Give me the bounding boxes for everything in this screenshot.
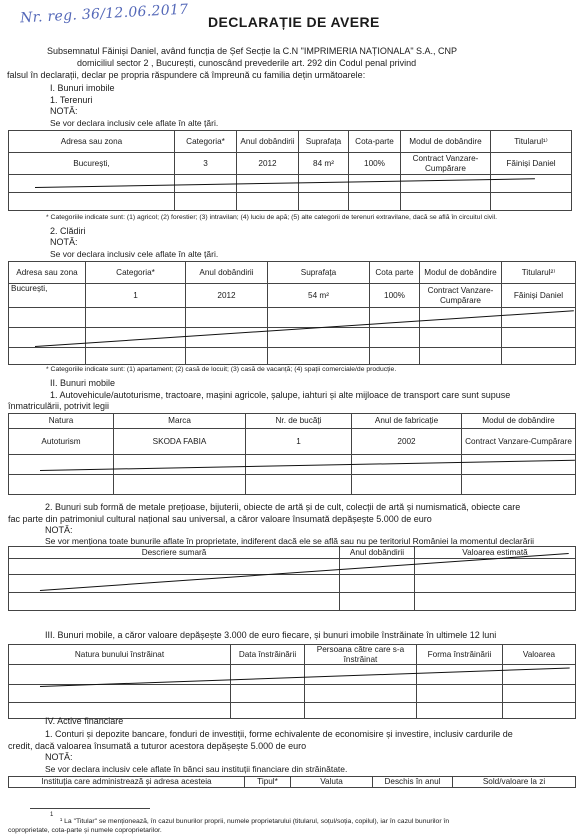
table-row: [9, 575, 576, 593]
header-cell: Instituția care administrează și adresa acesteia: [9, 777, 245, 788]
header-cell: Modul de dobândire: [401, 131, 491, 153]
header-cell: Anul dobândirii: [186, 262, 268, 284]
header-cell: Tipul*: [245, 777, 291, 788]
cell-acquisition: Contract Vanzare-Cumpărare: [462, 429, 576, 455]
metale-pretioase-table: [8, 546, 576, 611]
cell-category: 3: [175, 153, 237, 175]
header-cell: Modul de dobândire: [462, 414, 576, 429]
table-header-row: [9, 131, 572, 153]
cell-area: 54 m²: [268, 284, 370, 308]
intro-line-2: domiciliul sector 2 , București, cunoscând prevederile art. 292 din Codul penal privind: [77, 58, 417, 68]
nota-text: Se vor declara inclusiv cele aflate în alte țări.: [50, 118, 219, 128]
table-row: [9, 308, 576, 328]
table-header-row: [9, 262, 576, 284]
autovehicule-text-1: 1. Autovehicule/autoturisme, tractoare, mașini agricole, șalupe, iahturi și alte mijloace de transport care sunt supuse: [50, 390, 511, 400]
conturi-text-2: credit, dacă valoarea însumată a tuturor acestora depășește 5.000 de euro: [8, 741, 307, 751]
nota-text: Se vor declara inclusiv cele aflate în alte țări.: [50, 249, 219, 259]
table-header-row: [9, 547, 576, 559]
table-row: [9, 153, 572, 175]
table-row: [9, 193, 572, 211]
nota-label: NOTĂ:: [45, 525, 73, 535]
terenuri-table: [8, 130, 572, 211]
header-cell: Nr. de bucăți: [246, 414, 352, 429]
header-cell: Categoria*: [175, 131, 237, 153]
section-heading-bunuri-instrainate: III. Bunuri mobile, a căror valoare depășește 3.000 de euro fiecare, și bunuri imobile înstrăinate în ultimele 12 luni: [45, 630, 497, 640]
section-heading-bunuri-imobile: I. Bunuri imobile: [50, 83, 115, 93]
header-cell: Suprafața: [268, 262, 370, 284]
cell-marca: SKODA FABIA: [114, 429, 246, 455]
subsection-terenuri: 1. Terenuri: [50, 95, 93, 105]
document-title: DECLARAȚIE DE AVERE: [208, 14, 380, 30]
cell-area: 84 m²: [299, 153, 349, 175]
header-cell: Valoarea estimată: [415, 547, 576, 559]
autovehicule-table: [8, 413, 576, 495]
table-header-row: [9, 414, 576, 429]
cell-an-fabricatie: 2002: [352, 429, 462, 455]
bunuri-instrainate-table: [8, 644, 576, 719]
header-cell: Adresa sau zona: [9, 131, 175, 153]
header-cell: Suprafața: [299, 131, 349, 153]
section-heading-active-financiare: IV. Active financiare: [45, 716, 124, 726]
table-row: [9, 475, 576, 495]
header-cell: Forma înstrăinării: [417, 645, 503, 665]
table-row: [9, 284, 576, 308]
table-row: [9, 429, 576, 455]
cell-category: 1: [86, 284, 186, 308]
table-row: [9, 665, 576, 685]
conturi-table: [8, 776, 576, 788]
footnote-categorii-cladiri: * Categoriile indicate sunt: (1) apartament; (2) casă de locuit; (3) casă de vacanță; (4) spații comerciale/de producție.: [46, 366, 397, 373]
table-row: [9, 593, 576, 611]
cell-owner: Făiniși Daniel: [491, 153, 572, 175]
cell-share: 100%: [349, 153, 401, 175]
header-cell: Titularul²⁾: [502, 262, 576, 284]
header-cell: Anul de fabricație: [352, 414, 462, 429]
section-heading-bunuri-mobile: II. Bunuri mobile: [50, 378, 116, 388]
nota-label: NOTĂ:: [45, 752, 73, 762]
header-cell: Valuta: [291, 777, 373, 788]
cell-share: 100%: [370, 284, 420, 308]
cell-acquisition: Contract Vanzare-Cumpărare: [420, 284, 502, 308]
footnote-titular-line-2: coproprietate, cota-parte și numele coproprietarilor.: [8, 827, 162, 834]
footnote-titular-line-1: ¹ La "Titular" se menționează, în cazul bunurilor proprii, numele proprietarului (titularul, soțul/soția, copilul), iar în cazul bunurilor în: [60, 818, 450, 825]
nota-label: NOTĂ:: [50, 106, 78, 116]
cell-address: București,: [9, 153, 175, 175]
header-cell: Descriere sumară: [9, 547, 340, 559]
cell-acquisition: Contract Vanzare-Cumpărare: [401, 153, 491, 175]
nota-text: Se vor menționa toate bunurile aflate în proprietate, indiferent dacă ele se află sau nu pe teritoriul României la momentul declarării: [45, 536, 535, 546]
conturi-text-1: 1. Conturi și depozite bancare, fonduri de investiții, forme echivalente de economisire și investire, inclusiv cardurile de: [45, 729, 513, 739]
header-cell: Persoana către care s-a înstrăinat: [305, 645, 417, 665]
footnote-marker: 1: [50, 812, 54, 818]
autovehicule-text-2: înmatriculării, potrivit legii: [8, 401, 110, 411]
header-cell: Anul dobândirii: [237, 131, 299, 153]
header-cell: Cota parte: [370, 262, 420, 284]
table-row: [9, 328, 576, 348]
table-header-row: [9, 645, 576, 665]
header-cell: Categoria*: [86, 262, 186, 284]
header-cell: Adresa sau zona: [9, 262, 86, 284]
intro-line-3: falsul în declarații, declar pe propria răspundere că împreună cu familia dețin următoarele:: [7, 70, 366, 80]
nota-label: NOTĂ:: [50, 237, 78, 247]
footnote-categorii-terenuri: * Categoriile indicate sunt: (1) agricol; (2) forestier; (3) intravilan; (4) luciu de apă; (5) alte categorii de terenuri extravilane, dacă se află în circuitul civil.: [46, 214, 498, 221]
header-cell: Data înstrăinării: [231, 645, 305, 665]
cell-owner: Făiniși Daniel: [502, 284, 576, 308]
handwritten-registration-number: Nr. reg. 36/12.06.2017: [19, 1, 189, 27]
table-row: [9, 348, 576, 365]
cell-bucati: 1: [246, 429, 352, 455]
metale-pretioase-text-2: fac parte din patrimoniul cultural național sau universal, a căror valoare însumată depășește 5.000 de euro: [8, 514, 432, 524]
cell-natura: Autoturism: [9, 429, 114, 455]
cell-year: 2012: [237, 153, 299, 175]
table-header-row: [9, 777, 576, 788]
header-cell: Cota-parte: [349, 131, 401, 153]
header-cell: Anul dobândirii: [340, 547, 415, 559]
metale-pretioase-text-1: 2. Bunuri sub formă de metale prețioase, bijuterii, obiecte de artă și de cult, colecții de artă și numismatică, obiecte care: [45, 502, 521, 512]
cell-address: București,: [9, 284, 86, 308]
footnote-separator: [30, 808, 150, 809]
nota-text: Se vor declara inclusiv cele aflate în bănci sau instituții financiare din străinătate.: [45, 764, 348, 774]
header-cell: Titularul¹⁾: [491, 131, 572, 153]
header-cell: Deschis în anul: [373, 777, 453, 788]
subsection-cladiri: 2. Clădiri: [50, 226, 86, 236]
header-cell: Modul de dobândire: [420, 262, 502, 284]
header-cell: Sold/valoare la zi: [453, 777, 576, 788]
header-cell: Marca: [114, 414, 246, 429]
intro-line-1: Subsemnatul Făiniși Daniel, având funcția de Șef Secție la C.N "IMPRIMERIA NAȚIONALA" S.A., CNP: [47, 46, 458, 56]
header-cell: Natura bunului înstrăinat: [9, 645, 231, 665]
table-row: [9, 685, 576, 703]
cell-year: 2012: [186, 284, 268, 308]
header-cell: Natura: [9, 414, 114, 429]
header-cell: Valoarea: [503, 645, 576, 665]
cladiri-table: [8, 261, 576, 365]
